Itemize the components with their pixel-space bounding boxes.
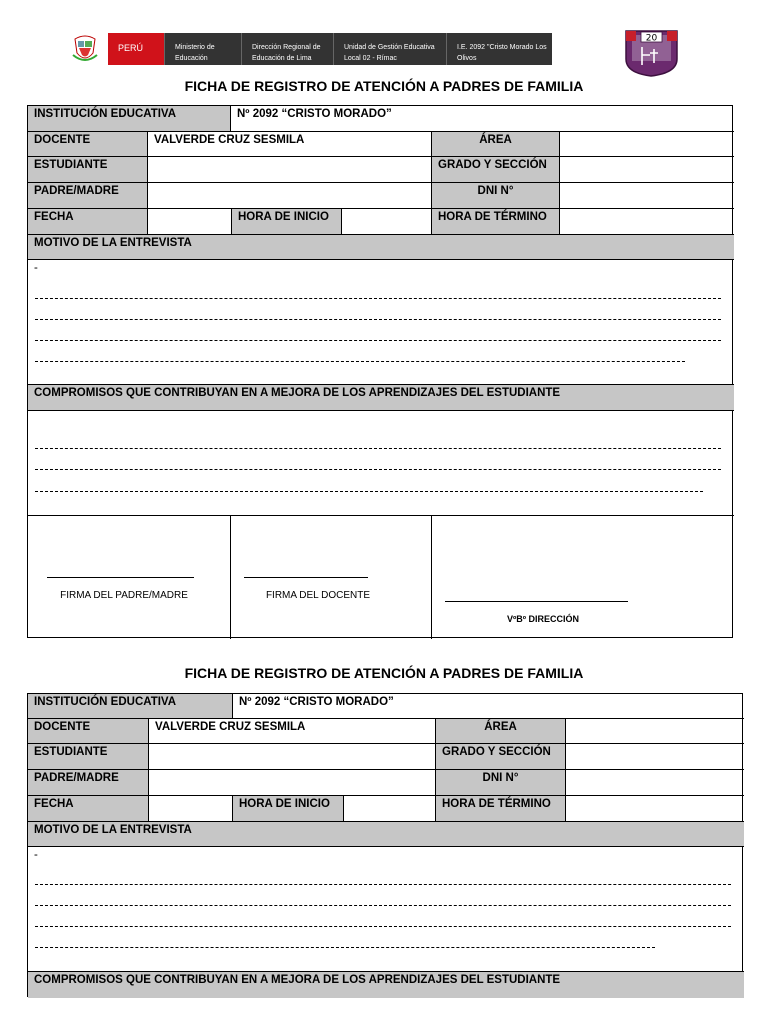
area-label: ÁREA [432,132,560,157]
institucion-value: Nº 2092 “CRISTO MORADO” [231,106,734,132]
dni-label: DNI N° [436,770,566,796]
compromisos-line [35,448,721,449]
fecha-field[interactable] [148,209,232,235]
school-crest-icon [624,29,679,77]
compromisos-label: COMPROMISOS QUE CONTRIBUYAN EN A MEJORA DE LOS APRENDIZAJES DEL ESTUDIANTE [28,972,744,998]
form-1 [27,105,733,638]
motivo-area[interactable] [28,847,744,972]
peru-coat-of-arms-icon [62,33,108,65]
hora-inicio-field[interactable] [342,209,432,235]
estudiante-field[interactable] [148,157,432,183]
banner-ugel: Unidad de Gestión Educativa Local 02 - Rímac [333,33,446,65]
institucion-label: INSTITUCIÓN EDUCATIVA [28,106,231,132]
grado-label: GRADO Y SECCIÓN [432,157,560,183]
grado-field[interactable] [566,744,744,770]
padre-label: PADRE/MADRE [28,770,149,796]
form-2 [27,693,743,997]
motivo-line [35,319,721,320]
hora-termino-field[interactable] [560,209,734,235]
fecha-label: FECHA [28,796,149,822]
motivo-dash: - [34,262,38,274]
motivo-line [35,905,731,906]
banner-school: I.E. 2092 "Cristo Morado Los Olivos [446,33,552,65]
firma-padre-label: FIRMA DEL PADRE/MADRE [60,590,188,601]
firma-docente-line [244,577,368,578]
area-field[interactable] [560,132,734,157]
motivo-line [35,947,655,948]
dni-field[interactable] [560,183,734,209]
padre-field[interactable] [149,770,436,796]
estudiante-label: ESTUDIANTE [28,744,149,770]
firma-docente-label: FIRMA DEL DOCENTE [265,590,371,601]
hora-termino-field[interactable] [566,796,744,822]
compromisos-line [35,491,703,492]
motivo-line [35,298,721,299]
docente-value: VALVERDE CRUZ SESMILA [148,132,432,157]
motivo-label: MOTIVO DE LA ENTREVISTA [28,822,744,847]
fecha-label: FECHA [28,209,148,235]
hora-inicio-field[interactable] [344,796,436,822]
motivo-line [35,340,721,341]
banner-ministry: Ministerio de Educación [164,33,241,65]
grado-field[interactable] [560,157,734,183]
grado-label: GRADO Y SECCIÓN [436,744,566,770]
padre-label: PADRE/MADRE [28,183,148,209]
area-field[interactable] [566,719,744,744]
motivo-line [35,884,731,885]
hora-inicio-label: HORA DE INICIO [233,796,344,822]
compromisos-label: COMPROMISOS QUE CONTRIBUYAN EN A MEJORA DE LOS APRENDIZAJES DEL ESTUDIANTE [28,385,734,411]
compromisos-line [35,469,721,470]
motivo-dash: - [34,849,38,861]
area-label: ÁREA [436,719,566,744]
motivo-area[interactable] [28,260,734,385]
hora-termino-label: HORA DE TÉRMINO [436,796,566,822]
banner-regional: Dirección Regional de Educación de Lima [241,33,333,65]
institucion-value: Nº 2092 “CRISTO MORADO” [233,694,744,719]
institucion-label: INSTITUCIÓN EDUCATIVA [28,694,233,719]
estudiante-field[interactable] [149,744,436,770]
docente-label: DOCENTE [28,719,149,744]
docente-label: DOCENTE [28,132,148,157]
form-title: FICHA DE REGISTRO DE ATENCIÓN A PADRES DE FAMILIA [184,78,584,94]
form-title: FICHA DE REGISTRO DE ATENCIÓN A PADRES DE FAMILIA [184,665,584,681]
fecha-field[interactable] [149,796,233,822]
vb-direccion-label: VºBº DIRECCIÓN [506,614,580,624]
padre-field[interactable] [148,183,432,209]
dni-field[interactable] [566,770,744,796]
motivo-line [35,361,685,362]
compromisos-area[interactable] [28,411,734,516]
header-banner [62,33,552,65]
vb-direccion-line [445,601,628,602]
hora-termino-label: HORA DE TÉRMINO [432,209,560,235]
estudiante-label: ESTUDIANTE [28,157,148,183]
firma-padre-line [47,577,194,578]
motivo-label: MOTIVO DE LA ENTREVISTA [28,235,734,260]
hora-inicio-label: HORA DE INICIO [232,209,342,235]
banner-peru: PERÚ [108,33,164,65]
docente-value: VALVERDE CRUZ SESMILA [149,719,436,744]
dni-label: DNI N° [432,183,560,209]
svg-text:20: 20 [645,33,658,44]
motivo-line [35,926,731,927]
